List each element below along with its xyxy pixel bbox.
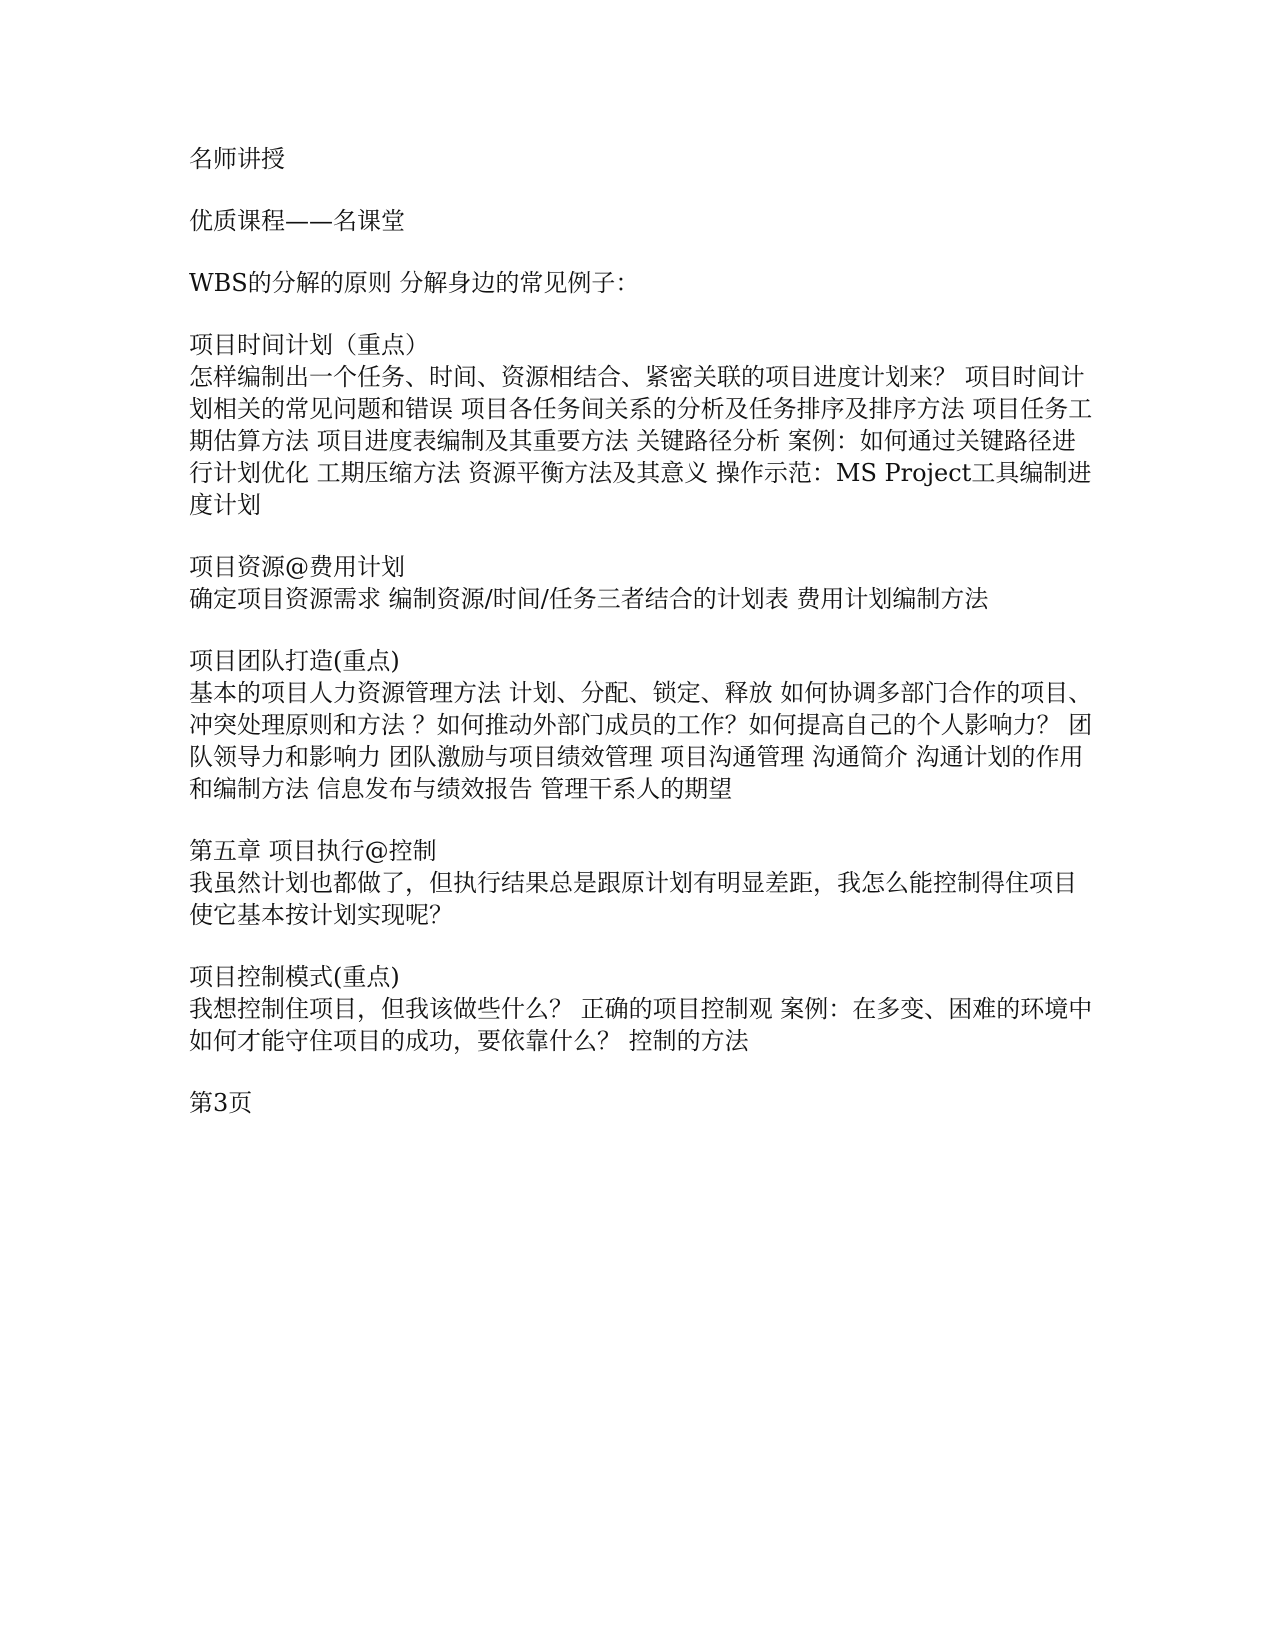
section-heading: 项目团队打造(重点)	[189, 647, 400, 675]
section-heading: 项目时间计划（重点）	[189, 331, 429, 359]
section-heading: 项目资源@费用计划	[189, 553, 405, 581]
section-body: 确定项目资源需求 编制资源/时间/任务三者结合的计划表 费用计划编制方法	[189, 585, 989, 613]
section-body: 基本的项目人力资源管理方法 计划、分配、锁定、释放 如何协调多部门合作的项目、冲突处理原则和方法 ？如何推动外部门成员的工作？如何提高自己的个人影响力？ 团队领导力和影响力 团队激励与项目绩效管理 项目沟通管理 沟通简介 沟通计划的作用和编制方法 信息发布与绩效报告 管理干系人的期望	[189, 679, 1093, 803]
teacher-line: 名师讲授	[189, 145, 285, 173]
section-execution-control	[189, 835, 1094, 931]
section-heading: 项目控制模式(重点)	[189, 963, 400, 991]
section-heading: 第五章 项目执行@控制	[189, 837, 437, 865]
page-number: 第3页	[189, 1089, 253, 1117]
section-team-building	[189, 645, 1094, 805]
section-body: 我虽然计划也都做了，但执行结果总是跟原计划有明显差距，我怎么能控制得住项目使它基本按计划实现呢？	[189, 869, 1077, 929]
section-body: 怎样编制出一个任务、时间、资源相结合、紧密关联的项目进度计划来？ 项目时间计划相关的常见问题和错误 项目各任务间关系的分析及任务排序及排序方法 项目任务工期估算方法 项目进度表编制及其重要方法 关键路径分析 案例：如何通过关键路径进行计划优化 工期压缩方法 资源平衡方法及其意义 操作示范：MS Project工具编制进度计划	[189, 363, 1093, 519]
section-time-plan	[189, 329, 1094, 521]
document-content	[189, 143, 1094, 1149]
course-line: 优质课程——名课堂	[189, 207, 405, 235]
section-body: 我想控制住项目，但我该做些什么？ 正确的项目控制观 案例：在多变、困难的环境中如何才能守住项目的成功，要依靠什么？ 控制的方法	[189, 995, 1093, 1055]
section-control-mode	[189, 961, 1094, 1057]
wbs-line: WBS的分解的原则 分解身边的常见例子：	[189, 269, 640, 297]
section-resource-cost-plan	[189, 551, 1094, 615]
